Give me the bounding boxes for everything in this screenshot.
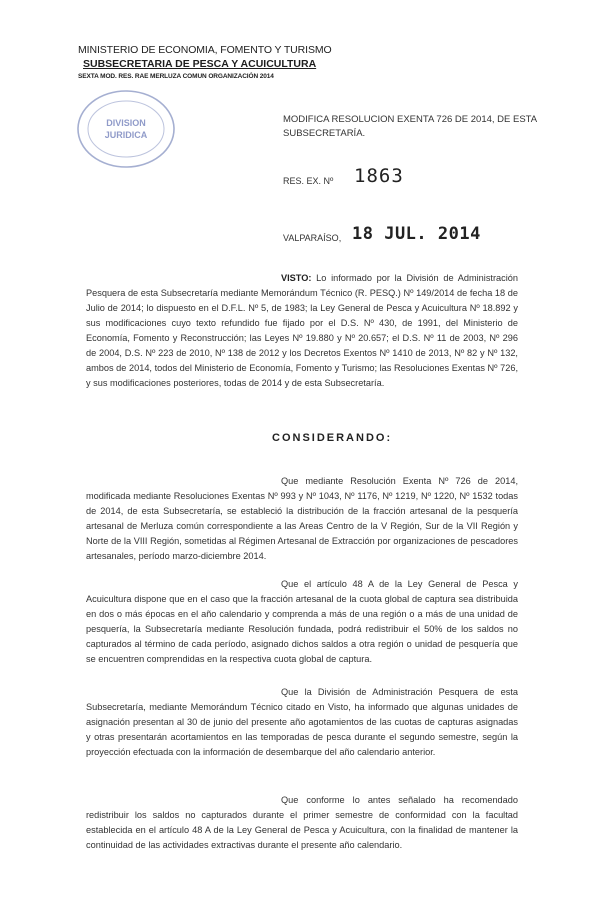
resolution-subject: MODIFICA RESOLUCION EXENTA 726 DE 2014, DE ESTA SUBSECRETARÍA. [283, 114, 537, 139]
date-place-label: VALPARAÍSO, [283, 233, 342, 243]
considerando-text-4: Que conforme lo antes señalado ha recomendado redistribuir los saldos no capturados durante el primer semestre de conformidad con la facultad establecida en el artículo 48 A de la Ley General de Pesca y Acuicultura, con la finalidad de mantener la continuidad de las actividades extractivas durante el presente año calendario. [86, 795, 518, 850]
division-juridica-stamp-icon [74, 86, 178, 172]
visto-text: Lo informado por la División de Administración Pesquera de esta Subsecretaría mediante Memorándum Técnico (R. PESQ.) Nº 149/2014 de fecha 18 de Julio de 2014; lo dispuesto en el D.F.L. Nº 5, de 1983; la Ley General de Pesca y Acuicultura Nº 18.892 y sus modificaciones cuyo texto refundido fue fijado por el D.S. Nº 430, de 1991, del Ministerio de Economía, Fomento y Reconstrucción; las Leyes Nº 19.880 y Nº 20.657; el D.S. Nº 11 de 2003, Nº 296 de 2004, D.S. Nº 223 de 2010, Nº 138 de 2012 y los Decretos Exentos Nº 1410 de 2013, Nº 82 y Nº 132, ambos de 2014, todos del Ministerio de Economía, Fomento y Turismo; las Resoluciones Exentas Nº 726, y sus modificaciones posteriores, todas de 2014 y de esta Subsecretaría. [86, 273, 518, 388]
considerando-paragraph-4 [86, 793, 518, 853]
subsecretaria-label: SUBSECRETARIA DE PESCA Y ACUICULTURA [83, 58, 317, 70]
subsecretaria-name [83, 58, 316, 70]
considerando-paragraph-2 [86, 577, 518, 667]
considerando-text-2: Que el artículo 48 A de la Ley General de Pesca y Acuicultura dispone que en el caso que la fracción artesanal de la cuota global de captura sea distribuida en dos o más épocas en el año calendario y comprenda a más de una región o a más de una unidad de pesquería, la Subsecretaría mediante Resolución fundada, podrá redistribuir el 50% de los saldos no capturados al término de cada período, asignado dichos saldos a otra región o unidad de pesquería que se encuentren comprendidas en la respectiva cuota global de captura. [86, 579, 518, 664]
resolution-number-label: RES. EX. Nº [283, 176, 334, 186]
ministry-name: MINISTERIO DE ECONOMIA, FOMENTO Y TURISMO [78, 44, 332, 56]
considerando-paragraph-1 [86, 474, 518, 564]
considerando-paragraph-3 [86, 685, 518, 760]
considerando-heading: CONSIDERANDO: [272, 432, 393, 444]
resolution-number: 1863 [354, 165, 404, 187]
date-stamp: 18 JUL. 2014 [352, 224, 481, 244]
considerando-text-1: Que mediante Resolución Exenta Nº 726 de 2014, modificada mediante Resoluciones Exentas Nº 993 y Nº 1043, Nº 1176, Nº 1219, Nº 1220, Nº 1532 todas de 2014, de esta Subsecretaría, se estableció la distribución de la fracción artesanal de la pesquería artesanal de Merluza común correspondiente a las Areas Centro de la V Región, Sur de la VII Región y Norte de la VIII Región, sometidas al Régimen Artesanal de Extracción por organizaciones de pescadores artesanales, período marzo-diciembre 2014. [86, 476, 518, 561]
stamp-line2: JURIDICA [104, 130, 148, 140]
document-tag: SEXTA MOD. RES. RAE MERLUZA COMUN ORGANIZACIÓN 2014 [78, 73, 274, 80]
considerando-text-3: Que la División de Administración Pesquera de esta Subsecretaría, mediante Memorándum Técnico citado en Visto, ha informado que algunas unidades de asignación presentan al 30 de junio del presente año agotamientos de las cuotas de capturas asignadas y otras presentarán acortamientos en las temporadas de pesca durante el segundo semestre, según la proyección efectuada con la información de desembarque del año calendario anterior. [86, 687, 518, 757]
visto-lead: VISTO: [281, 273, 312, 283]
stamp-line1: DIVISION [106, 118, 146, 128]
visto-paragraph [86, 271, 518, 391]
